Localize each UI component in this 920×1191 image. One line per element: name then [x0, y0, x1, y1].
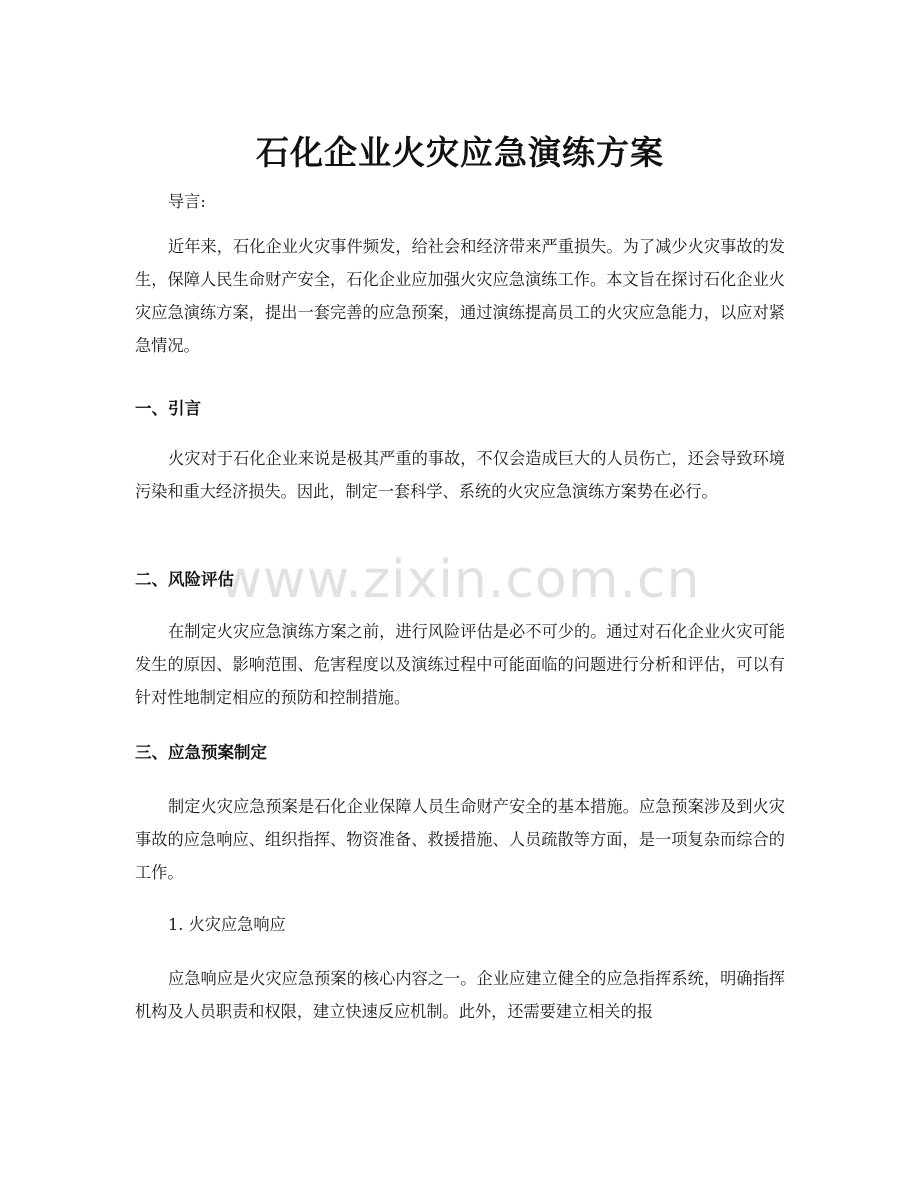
subsection-paragraph-fire-response: 应急响应是火灾应急预案的核心内容之一。企业应建立健全的应急指挥系统，明确指挥机构及人员职责和权限，建立快速反应机制。此外，还需要建立相关的报	[135, 969, 785, 1021]
section-heading-emergency-plan: 三、应急预案制定	[135, 743, 267, 762]
section-heading-risk-assessment: 二、风险评估	[135, 570, 234, 589]
subsection-heading-fire-response: 1. 火灾应急响应	[168, 915, 286, 934]
intro-label: 导言:	[168, 192, 206, 211]
section-paragraph-risk-assessment: 在制定火灾应急演练方案之前，进行风险评估是必不可少的。通过对石化企业火灾可能发生的原因、影响范围、危害程度以及演练过程中可能面临的问题进行分析和评估，可以有针对性地制定相应的预防和控制措施。	[135, 622, 785, 707]
section-paragraph-emergency-plan: 制定火灾应急预案是石化企业保障人员生命财产安全的基本措施。应急预案涉及到火灾事故的应急响应、组织指挥、物资准备、救援措施、人员疏散等方面，是一项复杂而综合的工作。	[135, 797, 785, 882]
document-title: 石化企业火灾应急演练方案	[256, 133, 664, 173]
section-paragraph-introduction: 火灾对于石化企业来说是极其严重的事故，不仅会造成巨大的人员伤亡，还会导致环境污染和重大经济损失。因此，制定一套科学、系统的火灾应急演练方案势在必行。	[135, 449, 785, 501]
intro-paragraph: 近年来，石化企业火灾事件频发，给社会和经济带来严重损失。为了减少火灾事故的发生，保障人民生命财产安全，石化企业应加强火灾应急演练工作。本文旨在探讨石化企业火灾应急演练方案，提出一套完善的应急预案，通过演练提高员工的火灾应急能力，以应对紧急情况。	[135, 237, 785, 355]
watermark-text: www.zixin.com.cn	[219, 550, 701, 610]
section-heading-introduction: 一、引言	[135, 399, 201, 418]
